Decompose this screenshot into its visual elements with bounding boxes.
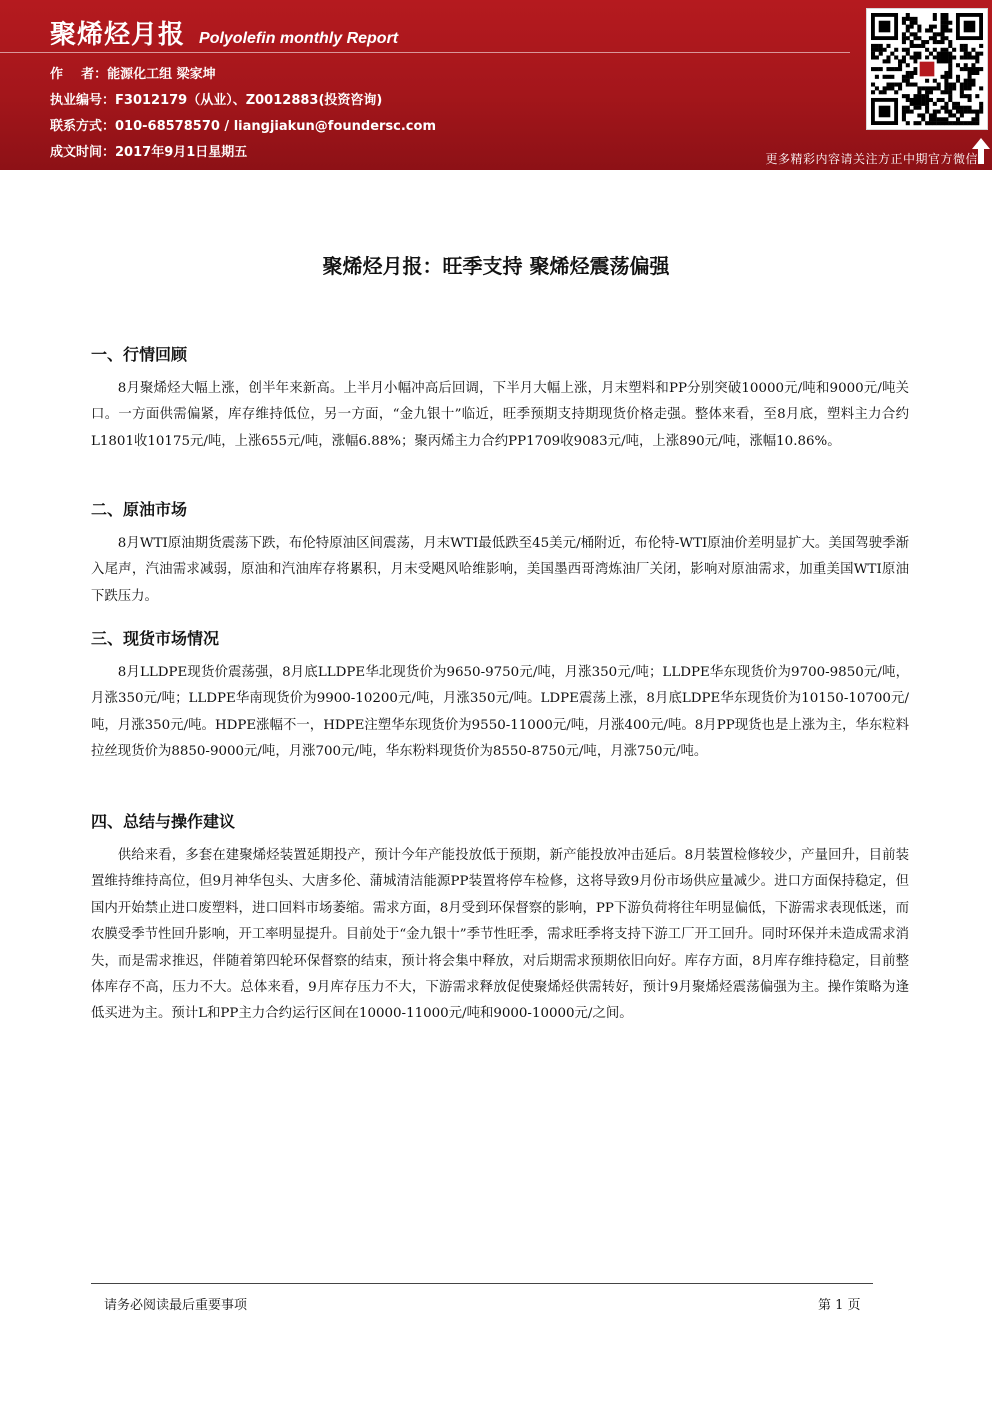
license-row — [50, 88, 830, 114]
section-paragraph: 8月聚烯烃大幅上涨，创半年来新高。上半月小幅冲高后回调，下半月大幅上涨，月末塑料和PP分别突破10000元/吨和9000元/吨关口。一方面供需偏紧，库存维持低位，另一方面，“金九银十”临近，旺季预期支持期现货价格走强。整体来看，至8月底，塑料主力合约L1801收10175元/吨，上涨655元/吨，涨幅6.88%；聚丙烯主力合约PP1709收9083元/吨，上涨890元/吨，涨幅10.86%。 — [91, 381, 909, 449]
section-summary-advice — [91, 809, 909, 1028]
author-value: 能源化工组 梁家坤 — [107, 67, 216, 82]
page-number: 第 1 页 — [818, 1298, 861, 1313]
section-paragraph: 供给来看，多套在建聚烯烃装置延期投产，预计今年产能投放低于预期，新产能投放冲击延后。8月装置检修较少，产量回升，目前装置维持维持高位，但9月神华包头、大唐多伦、蒲城清洁能源PP装置将停车检修，这将导致9月份市场供应量减少。进口方面保持稳定，但国内开始禁止进口废塑料，进口回料市场萎缩。需求方面，8月受到环保督察的影响，PP下游负荷将往年明显偏低，下游需求表现低迷，而农膜受季节性回升影响，开工率明显提升。目前处于“金九银十”季节性旺季，需求旺季将支持下游工厂开工回升。同时环保并未造成需求消失，而是需求推迟，伴随着第四轮环保督察的结束，预计将会集中释放，对后期需求预期依旧向好。库存方面，8月库存维持稳定，目前整体库存不高，压力不大。总体来看，9月库存压力不大，下游需求释放促使聚烯烃供需转好，预计9月聚烯烃震荡偏强为主。操作策略为逢低买进为主。预计L和PP主力合约运行区间在10000-11000元/吨和9000-10000元/之间。 — [91, 848, 909, 1022]
qr-code-graphic — [867, 9, 987, 129]
date-value: 2017年9月1日星期五 — [115, 145, 248, 160]
footer-divider — [91, 1283, 873, 1284]
author-row — [50, 62, 830, 88]
report-header-banner — [0, 0, 992, 170]
author-label: 作 者： — [50, 67, 108, 82]
report-title-row — [50, 14, 850, 52]
date-row — [50, 140, 830, 166]
contact-label: 联系方式： — [50, 119, 116, 134]
section-heading: 四、总结与操作建议 — [91, 812, 236, 831]
footer-disclaimer: 请务必阅读最后重要事项 — [104, 1298, 248, 1313]
contact-value[interactable]: 010-68578570 / liangjiakun@foundersc.com — [115, 119, 436, 134]
section-crude-oil — [91, 497, 909, 610]
license-label: 执业编号： — [50, 93, 116, 108]
header-divider — [0, 52, 850, 53]
license-value: F3012179（从业）、Z0012883(投资咨询) — [115, 93, 383, 108]
follow-wechat-text: 更多精彩内容请关注方正中期官方微信 — [765, 152, 978, 166]
report-title-cn: 聚烯烃月报 — [50, 20, 186, 50]
section-paragraph: 8月WTI原油期货震荡下跌，布伦特原油区间震荡，月末WTI最低跌至45美元/桶附近，布伦特-WTI原油价差明显扩大。美国驾驶季渐入尾声，汽油需求减弱，原油和汽油库存将累积，月末受飓风哈维影响，美国墨西哥湾炼油厂关闭，影响对原油需求，加重美国WTI原油下跌压力。 — [91, 536, 909, 604]
section-heading: 二、原油市场 — [91, 500, 188, 519]
contact-row — [50, 114, 830, 140]
section-paragraph: 8月LLDPE现货价震荡强，8月底LLDPE华北现货价为9650-9750元/吨，月涨350元/吨；LLDPE华东现货价为9700-9850元/吨，月涨350元/吨；LLDPE华南现货价为9900-10200元/吨，月涨350元/吨。LDPE震荡上涨，8月底LDPE华东现货价为10150-10700元/吨，月涨350元/吨。HDPE涨幅不一，HDPE注塑华东现货价为9550-11000元/吨，月涨400元/吨。8月PP现货也是上涨为主，华东粒料拉丝现货价为8850-9000元/吨，月涨700元/吨，华东粉料现货价为8550-8750元/吨，月涨750元/吨。 — [91, 665, 909, 760]
report-title-en: Polyolefin monthly Report — [199, 30, 399, 47]
date-label: 成文时间： — [50, 145, 116, 160]
author-meta — [50, 62, 830, 166]
section-heading: 三、现货市场情况 — [91, 629, 220, 648]
section-spot-market — [91, 626, 909, 766]
section-market-review — [91, 342, 909, 455]
section-heading: 一、行情回顾 — [91, 345, 188, 364]
wechat-qr-code-icon[interactable] — [866, 8, 988, 130]
document-title: 聚烯烃月报：旺季支持 聚烯烃震荡偏强 — [322, 254, 670, 278]
